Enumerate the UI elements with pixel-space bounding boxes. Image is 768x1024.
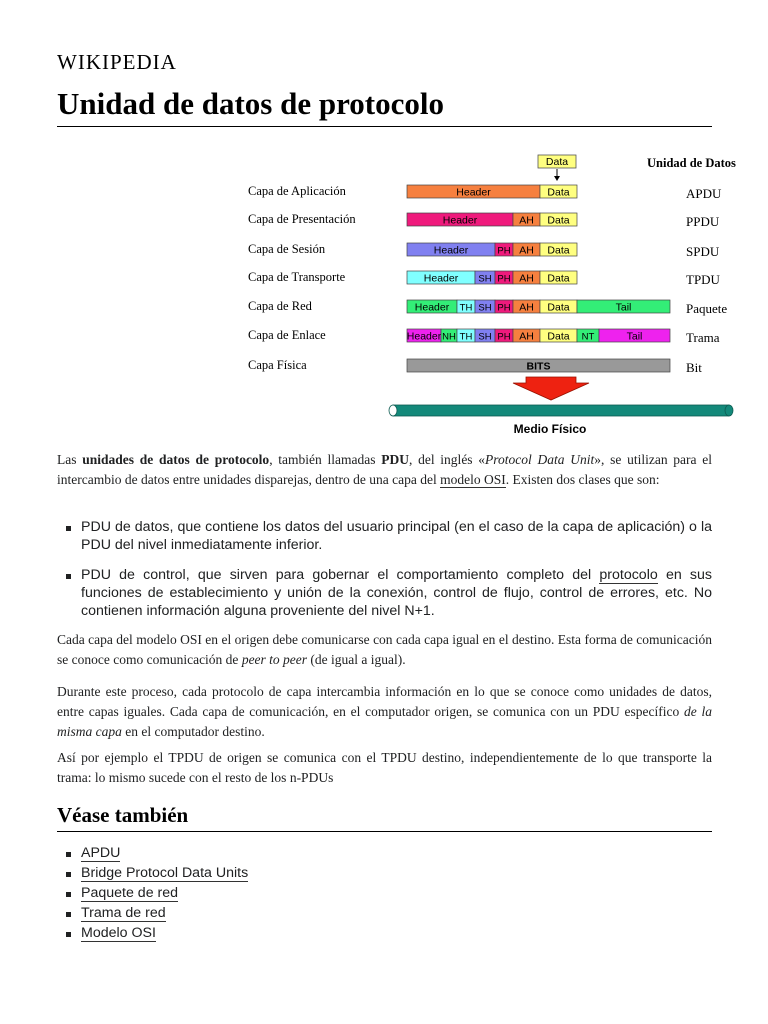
- pdu-name: Trama: [686, 330, 720, 345]
- list-item: PDU de control, que sirven para gobernar el comportamiento completo del protocolo en sus funciones de establecimiento y unión de la conexión, control de flujo, control de errores, etc. No contienen información alguna proveniente del nivel N+1.: [57, 566, 712, 620]
- see-also-item: [57, 863, 248, 883]
- see-also-item: [57, 883, 248, 903]
- pdu-segment-label: Data: [547, 186, 570, 199]
- pdu-segment-label: Data: [547, 301, 570, 314]
- paragraph-peer: Cada capa del modelo OSI en el origen debe comunicarse con cada capa igual en el destino. Esta forma de comunicación se conoce como comunicación de peer to peer (de igual a igual).: [57, 632, 712, 667]
- top-data-label: Data: [545, 156, 569, 168]
- see-also-link[interactable]: Modelo OSI: [81, 925, 156, 941]
- pdu-segment-label: SH: [478, 273, 492, 285]
- pdu-segment-label: SH: [478, 331, 492, 343]
- pdu-segment-label: Header: [442, 214, 478, 227]
- pdu-segment-label: PH: [497, 273, 511, 285]
- transmit-arrow: [513, 377, 589, 400]
- pdu-segment-label: Data: [547, 214, 570, 227]
- see-also-list: [57, 843, 248, 943]
- pdu-segment-label: AH: [519, 330, 534, 343]
- wikipedia-wordmark[interactable]: WIKIPEDIA: [57, 50, 177, 74]
- see-also-link[interactable]: Bridge Protocol Data Units: [81, 865, 249, 881]
- pdu-segment-label: Header: [456, 186, 491, 199]
- pdu-segment-label: AH: [519, 272, 534, 285]
- layer-name: Capa de Transporte: [248, 270, 346, 284]
- see-also-item: [57, 923, 248, 943]
- pdu-segment-label: SH: [478, 302, 492, 314]
- physical-medium: [393, 405, 729, 416]
- pdu-segment-label: TH: [459, 302, 473, 314]
- paragraph-process: Durante este proceso, cada protocolo de capa intercambia información en lo que se conoce como unidades de datos, entre capas iguales. Cada capa de comunicación, en el computador origen, se comunica con un PDU específico de la misma capa en el computador destino.: [57, 684, 712, 739]
- pdu-segment-label: Header: [406, 330, 442, 343]
- protocolo-link[interactable]: protocolo: [599, 567, 658, 583]
- pdu-name: Bit: [686, 360, 702, 375]
- pdu-segment-label: Data: [547, 244, 570, 257]
- title-divider: [57, 126, 712, 127]
- pdu-segment-label: Tail: [615, 301, 632, 314]
- pdu-segment-label: AH: [519, 214, 534, 227]
- pdu-segment-label: PH: [497, 245, 511, 257]
- list-item: PDU de datos, que contiene los datos del usuario principal (en el caso de la capa de aplicación) o la PDU del nivel inmediatamente inferior.: [57, 518, 712, 554]
- pdu-segment-label: TH: [459, 331, 473, 343]
- pdu-diagram-svg: [188, 150, 748, 442]
- pdu-classes-list: [57, 518, 712, 620]
- pdu-segment-label: BITS: [526, 360, 551, 373]
- see-also-item: [57, 903, 248, 923]
- see-also-link[interactable]: Trama de red: [81, 905, 166, 921]
- see-also-divider: [57, 831, 712, 832]
- layer-name: Capa de Enlace: [248, 328, 326, 342]
- paragraph-example: Así por ejemplo el TPDU de origen se comunica con el TPDU destino, independientemente de lo que transporte la trama: lo mismo sucede con el resto de los n-PDUs: [57, 750, 712, 785]
- pdu-segment-label: Data: [547, 272, 570, 285]
- pdu-segment-label: Tail: [626, 330, 643, 343]
- layer-name: Capa de Aplicación: [248, 184, 346, 198]
- pdu-name: Paquete: [686, 301, 728, 316]
- pdu-name: APDU: [686, 186, 722, 201]
- see-also-item: [57, 843, 248, 863]
- pdu-segment-label: AH: [519, 301, 534, 314]
- pdu-name: PPDU: [686, 214, 720, 229]
- layer-name: Capa Física: [248, 358, 307, 372]
- physical-medium-left-end: [389, 405, 397, 416]
- pdu-segment-label: Header: [433, 244, 469, 257]
- page-title: Unidad de datos de protocolo: [57, 86, 444, 121]
- see-also-heading: Véase también: [57, 803, 189, 827]
- layer-name: Capa de Presentación: [248, 212, 356, 226]
- pdu-segment-label: NT: [581, 331, 595, 343]
- column-title: Unidad de Datos: [647, 156, 736, 170]
- pdu-segment-label: PH: [497, 331, 511, 343]
- pdu-segment-label: Data: [547, 330, 570, 343]
- pdu-segment-label: AH: [519, 244, 534, 257]
- layer-name: Capa de Red: [248, 299, 312, 313]
- pdu-segment-label: PH: [497, 302, 511, 314]
- see-also-link[interactable]: APDU: [81, 845, 121, 861]
- top-data-arrowhead: [554, 176, 560, 181]
- pdu-name: TPDU: [686, 272, 720, 287]
- pdu-segment-label: Header: [423, 272, 459, 285]
- modelo-osi-link[interactable]: modelo OSI: [440, 472, 506, 487]
- physical-medium-right-end: [725, 405, 733, 416]
- intro-paragraph: Las unidades de datos de protocolo, también llamadas PDU, del inglés «Protocol Data Unit», se utilizan para el intercambio de datos entre unidades disparejas, dentro de una capa del modelo OSI. Existen dos clases que son:: [57, 452, 712, 487]
- see-also-link[interactable]: Paquete de red: [81, 885, 179, 901]
- pdu-segment-label: NH: [442, 331, 456, 343]
- physical-medium-label: Medio Físico: [513, 422, 587, 436]
- pdu-segment-label: Header: [414, 301, 450, 314]
- pdu-name: SPDU: [686, 244, 720, 259]
- pdu-diagram: [188, 150, 748, 442]
- layer-name: Capa de Sesión: [248, 242, 326, 256]
